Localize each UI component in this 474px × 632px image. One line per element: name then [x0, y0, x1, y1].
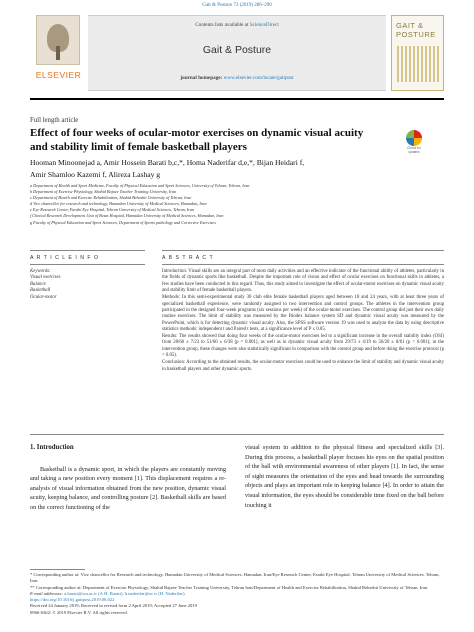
- email-prefix: E-mail addresses:: [30, 590, 64, 596]
- masthead-divider: [30, 98, 444, 100]
- abstract-rule-bottom: [162, 264, 444, 265]
- authors-line-2[interactable]: Amir Shamloo Kazemi f, Alireza Lashay g: [30, 170, 161, 179]
- publisher-logo-text: ELSEVIER: [35, 70, 82, 80]
- article-title: Effect of four weeks of ocular-motor exercises on dynamic visual acuity and stability limit of female basketball players: [30, 127, 364, 153]
- abstract-methods: Methods: In this semi-experimental study 30 club elite female basketball players aged between 18 and 24 years, with at least three years of specialized basketball experience, were randomly assigned to two intervention and control groups. The athletes in the intervention group participated in the designed four-week programs (six sessions per week) of the ocular-motor exercises. The control group did just their own daily routine exercises. The limit of stability was measured by the Biodex balance system SD and dynamic visual acuity was measured by the PowerPoint, which is for detecting dynamic visual acuity. Also, the SPSS software version 19 was used to analyze the data by using descriptive statistics methods: independent t and Paired t tests, at a significance level of P ≤ 0.05.: [162, 295, 444, 333]
- keywords-label: Keywords:: [30, 269, 51, 274]
- section-heading-introduction: 1. Introduction: [30, 444, 74, 451]
- abstract-end-rule: [30, 434, 444, 435]
- abstract-results: Results: The results showed that doing four weeks of the ocular-motor exercises led to a significant increase in the overall stability index (OSI) from 28/66 ± 7/23 to 51/60 ± 6/38 (p = 0.001), as well as in dynamic visual acuity from 29/73 ± 4/19 to 56/20 ± 8/81 (p < 0.001); in the intervention group, these changes were also statistically significant in comparison with the control group and before doing the exercise protocol (p < 0.05).: [162, 334, 444, 359]
- keyword[interactable]: Ocular-motor: [30, 294, 57, 300]
- elsevier-logo[interactable]: [30, 15, 87, 91]
- abstract-introduction: Introduction: Visual skills are an integral part of most daily activities and an effective indicator of the functional ability of athletes, particularly in the fields of dynamic sports like basketball. Despite the important role of vision and effect of ocular exercises on functional skills in athletes, a few studies have been conducted in this regard. Thus, this study aimed to investigate the effect of ocular-motor exercises on dynamic visual acuity and stability limit of female basketball players.: [162, 269, 444, 294]
- affiliation: c Department of Health and Exercise Rehabilitation, Shahid Beheshti University of Tehran, Iran: [30, 195, 192, 201]
- abstract-rule-top: [162, 250, 444, 251]
- abstract-conclusion: Conclusion: According to the obtained results, the ocular-motor exercises could be used to enhance the limit of stability and dynamic visual acuity in basketball players and other dynamic sports.: [162, 360, 444, 372]
- journal-title: Gait & Posture: [202, 44, 272, 56]
- article-info-heading: A R T I C L E I N F O: [30, 255, 100, 261]
- body-column-right: [245, 443, 444, 510]
- journal-cover-thumbnail[interactable]: [391, 15, 444, 91]
- corresponding-author-note-2: ** Corresponding author at: Department of Exercise Physiology, Shahid Rajaee Teacher Training University, Tehran Iran/Department of Health and Exercise Rehabilitation, Shahid Beheshti University of Tehran, Iran.: [30, 584, 429, 590]
- article-info-rule-bottom: [30, 264, 145, 265]
- running-head: Gait & Posture 73 (2019) 286–290: [202, 3, 272, 8]
- affiliation: d Vice chancellor for research and technology, Hamadan University of Medical Sciences, Hamadan, Iran: [30, 201, 207, 207]
- affiliation: f Clinical Research Development Unit of Besat Hospital, Hamadan University of Medical Sciences, Hamadan, Iran: [30, 213, 224, 219]
- footnote-rule: [30, 569, 85, 570]
- contents-prefix: Contents lists available at: [195, 22, 249, 28]
- corresponding-author-note: * Corresponding author at: Vice chancellor for Research and technology, Hamadan University of Medical Sciences, Hamadan, Iran/Eye Research Center, Farabi Eye Hospital, Tehran University of Medical Sciences, Tehran, Iran.: [30, 572, 440, 584]
- keyword[interactable]: Visual exercises: [30, 275, 61, 281]
- homepage-link[interactable]: www.elsevier.com/locate/gaitpost: [223, 75, 294, 81]
- masthead: [30, 15, 444, 91]
- affiliation: a Department of Health and Sport Medicine, Faculty of Physical Education and Sport Sciences, University of Tehran, Tehran, Iran: [30, 183, 250, 188]
- homepage-prefix: journal homepage:: [180, 75, 223, 81]
- crossmark-badge[interactable]: [403, 130, 425, 154]
- affiliation: g Faculty of Physical Education and Sport Sciences, Department of Sports pathology and Corrective Exercises: [30, 219, 216, 225]
- body-paragraph: Basketball is a dynamic sport, in which the players are constantly moving and taking a new position every moment [1]. This displacement requires a re-analysis of visual information obtained from the new position, dynamic visual acuity, keeping balance, and controlling posture [2]. Basketball skills are based on the correct functioning of the: [30, 465, 226, 511]
- cover-graphic: [397, 46, 439, 82]
- keywords-block: [30, 269, 145, 301]
- crossmark-icon: [406, 130, 422, 146]
- authors-line-1[interactable]: Hooman Minoonejad a, Amir Hossein Barati b,c,*, Homa Naderifar d,e,*, Bijan Heidari f,: [30, 158, 305, 167]
- elsevier-tree-icon: [36, 15, 80, 65]
- issn-copyright: 0966-6362/ © 2019 Elsevier B.V. All rights reserved.: [30, 609, 128, 615]
- journal-banner: [88, 15, 386, 91]
- crossmark-label: Check for updates: [407, 146, 421, 154]
- sciencedirect-link[interactable]: ScienceDirect: [249, 22, 279, 28]
- body-column-left: [30, 443, 226, 513]
- doi-link[interactable]: https://doi.org/10.1016/j.gaitpost.2019.06.022: [30, 597, 115, 603]
- abstract-heading: A B S T R A C T: [162, 255, 214, 261]
- contents-line: [88, 22, 386, 28]
- article-info-rule-top: [30, 250, 145, 251]
- affiliation: b Department of Exercise Physiology, Shahid Rajaee Teacher Training University, Iran: [30, 189, 176, 195]
- received-dates: Received 24 January 2019; Received in revised form 2 April 2019; Accepted 27 June 2019: [30, 603, 197, 609]
- cover-title: GAIT & POSTURE: [396, 21, 436, 39]
- author-list: [30, 157, 444, 181]
- affiliations: [30, 183, 444, 226]
- keyword[interactable]: Basketball: [30, 288, 51, 294]
- abstract-body: [162, 269, 444, 374]
- email-addresses[interactable]: a.barati@sru.ac.ir (A.H. Barati), h.naderifar@ac.ir (H. Naderifar).: [64, 590, 186, 596]
- body-paragraph: visual system in addition to the physical fitness and specialized skills [3]. During this process, a basketball player focuses his eyes on the spatial position of the ball with environmental awareness of other players [1]. In fact, the sense of sight measures the orientation of the eyes and head towards the surrounding objects and plays an important role in keeping balance [4]. In order to attain the visual information, the eyes should be considerable time fixed on the ball before touching it: [245, 444, 444, 509]
- keyword[interactable]: Balance: [30, 281, 46, 287]
- affiliation: e Eye Research Center, Farabi Eye Hospital, Tehran University of Medical Sciences, Tehran, Iran: [30, 207, 195, 213]
- homepage-line: [88, 75, 386, 81]
- article-type: Full length article: [30, 117, 79, 124]
- footnotes: [30, 572, 444, 616]
